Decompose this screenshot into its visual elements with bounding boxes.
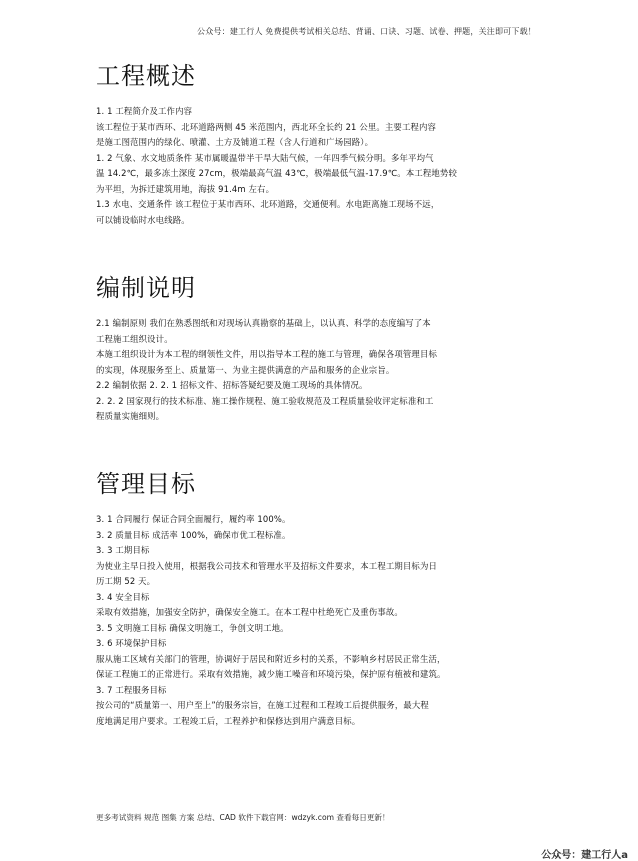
paragraph-line: 温 14.2℃，最多冻土深度 27cm，极端最高气温 43℃，极端最低气温-17.9℃。本工程地势较 bbox=[96, 168, 457, 178]
paragraph-line: 程质量实施细则。 bbox=[96, 411, 165, 421]
section-title-overview: 工程概述 bbox=[96, 62, 196, 90]
paragraph-line: 2.2 编制依据 2. 2. 1 招标文件、招标答疑纪要及施工现场的具体情况。 bbox=[96, 380, 368, 390]
corner-watermark: 公众号：建工行人a bbox=[541, 850, 628, 861]
paragraph-line: 度地满足用户要求。工程竣工后，工程养护和保修达到用户满意目标。 bbox=[96, 715, 361, 726]
paragraph-line: 2. 2. 2 国家现行的技术标准、施工操作规程、施工验收规范及工程质量验收评定标准和工 bbox=[96, 395, 434, 406]
paragraph-line: 1. 1 工程简介及工作内容 bbox=[96, 106, 193, 116]
section-body-compilation bbox=[96, 316, 546, 425]
paragraph-line: 为使业主早日投入使用，根据我公司技术和管理水平及招标文件要求，本工程工期目标为日 bbox=[96, 560, 437, 571]
paragraph-line: 保证工程施工的正常进行。采取有效措施，减少施工噪音和环境污染，保护原有植被和建筑。 bbox=[96, 669, 446, 679]
paragraph-line: 历工期 52 天。 bbox=[96, 576, 156, 586]
paragraph-line: 1. 2 气象、水文地质条件 某市属暖温带半干旱大陆气候，一年四季气候分明。多年平均气 bbox=[96, 152, 434, 163]
paragraph-line: 工程施工组织设计。 bbox=[96, 333, 173, 344]
paragraph-line: 是施工图范围内的绿化、喷灌、土方及铺道工程（含人行道和广场园路）。 bbox=[96, 137, 374, 147]
paragraph-line: 1.3 水电、交通条件 该工程位于某市西环、北环道路，交通便利。水电距离施工现场不远， bbox=[96, 199, 440, 209]
paragraph-line: 该工程位于某市西环、北环道路两侧 45 米范围内，西北环全长约 21 公里。主要工程内容 bbox=[96, 121, 437, 132]
paragraph-line: 3. 4 安全目标 bbox=[96, 591, 150, 602]
paragraph-line: 3. 6 环境保护目标 bbox=[96, 638, 167, 648]
paragraph-line: 采取有效措施，加强安全防护，确保安全施工。在本工程中杜绝死亡及重伤事故。 bbox=[96, 607, 403, 617]
paragraph-line: 3. 5 文明施工目标 确保文明施工，争创文明工地。 bbox=[96, 622, 289, 633]
paragraph-line: 3. 1 合同履行 保证合同全面履行，履约率 100%。 bbox=[96, 514, 291, 524]
section-title-management-goals: 管理目标 bbox=[96, 470, 196, 498]
header-note: 公众号：建工行人 免费提供考试相关总结、背诵、口诀、习题、试卷、押题，关注即可下载！ bbox=[197, 27, 536, 36]
paragraph-line: 2.1 编制原则 我们在熟悉图纸和对现场认真勘察的基础上，以认真、科学的态度编写了本 bbox=[96, 318, 431, 328]
paragraph-line: 按公司的“质量第一、用户至上”的服务宗旨，在施工过程和工程竣工后提供服务，最大程 bbox=[96, 700, 429, 710]
paragraph-line: 本施工组织设计为本工程的纲领性文件，用以指导本工程的施工与管理，确保各项管理目标 bbox=[96, 349, 437, 359]
section-title-compilation: 编制说明 bbox=[96, 274, 196, 302]
paragraph-line: 可以铺设临时水电线路。 bbox=[96, 214, 190, 225]
section-body-overview bbox=[96, 104, 546, 228]
paragraph-line: 3. 2 质量目标 成活率 100%，确保市优工程标准。 bbox=[96, 529, 291, 540]
paragraph-line: 为平坦，为拆迁建筑用地，海拔 91.4m 左右。 bbox=[96, 183, 275, 194]
footer-note: 更多考试资料 规范 图集 方案 总结、CAD 软件下载官网：wdzyk.com 查看每日更新！ bbox=[96, 813, 390, 822]
paragraph-line: 3. 7 工程服务目标 bbox=[96, 684, 167, 695]
paragraph-line: 3. 3 工期目标 bbox=[96, 545, 150, 555]
paragraph-line: 的实现，体现服务至上、质量第一、为业主提供满意的产品和服务的企业宗旨。 bbox=[96, 364, 395, 375]
paragraph-line: 服从施工区域有关部门的管理，协调好于居民和附近乡村的关系，不影响乡村居民正常生活， bbox=[96, 653, 446, 664]
section-body-management-goals bbox=[96, 512, 546, 729]
